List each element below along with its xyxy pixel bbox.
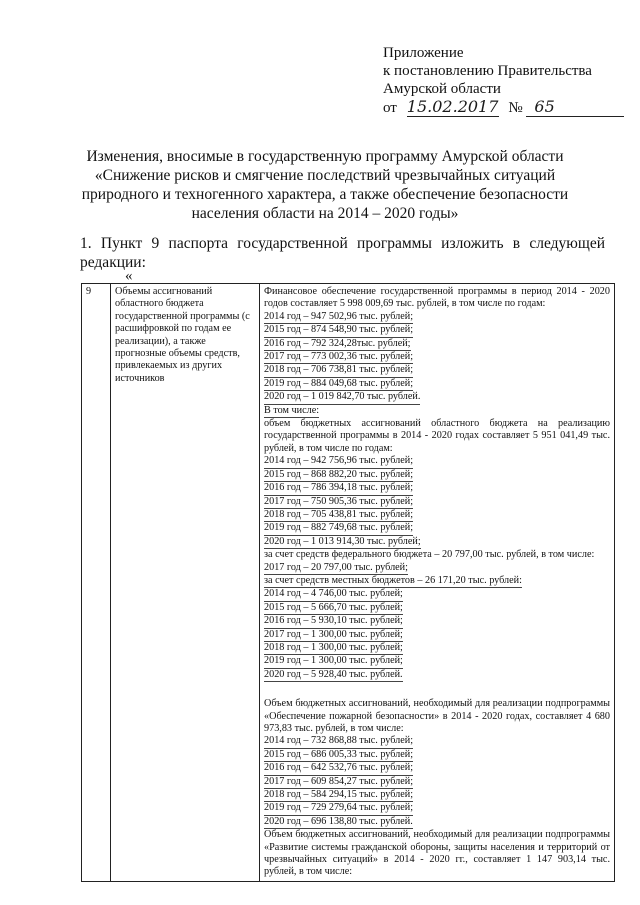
local-year-2016: 2016 год – 5 930,10 тыс. рублей; xyxy=(264,615,403,628)
total-year-2015: 2015 год – 874 548,90 тыс. рублей; xyxy=(264,324,413,337)
fire-year-2019: 2019 год – 729 279,64 тыс. рублей; xyxy=(264,802,413,815)
including-label: В том числе: xyxy=(264,405,319,418)
total-year-2018: 2018 год – 706 738,81 тыс. рублей; xyxy=(264,364,413,377)
opening-quote: « xyxy=(125,268,133,284)
local-year-2020: 2020 год – 5 928,40 тыс. рублей. xyxy=(264,669,403,682)
total-year-2020: 2020 год – 1 019 842,70 тыс. рублей. xyxy=(264,391,420,404)
intro-paragraph: 1. Пункт 9 паспорта государственной программы изложить в следующей редакции: xyxy=(80,235,605,271)
civil-defense-intro: Объем бюджетных ассигнований, необходимый для реализации подпрограммы «Развитие системы гражданской обороны, защиты населения и территорий от чрезвычайных ситуаций» в 2014 - 2020 гг., составляет 1 147 903,14 тыс. рублей, в том числе: xyxy=(264,829,610,878)
row-label: Объемы ассигнований областного бюджета государственной программы (с расшифровкой по годам ее реализации), а также прогнозные объемы средств, привлекаемых из других источников xyxy=(111,284,260,882)
date-handwritten: 15.02.2017 xyxy=(406,97,499,116)
local-year-2014: 2014 год – 4 746,00 тыс. рублей; xyxy=(264,588,403,601)
title-line-1: Изменения, вносимые в государственную программу Амурской области xyxy=(86,148,564,165)
document-title xyxy=(60,147,590,223)
row-number: 9 xyxy=(82,284,111,882)
title-line-3: природного и техногенного характера, а также обеспечение безопасности xyxy=(81,186,569,203)
number-handwritten: 65 xyxy=(526,98,624,117)
federal-intro: за счет средств федерального бюджета – 20 797,00 тыс. рублей, в том числе: xyxy=(264,549,595,561)
regional-year-2020: 2020 год – 1 013 914,30 тыс. рублей; xyxy=(264,536,421,549)
fire-year-2020: 2020 год – 696 138,80 тыс. рублей. xyxy=(264,816,413,829)
regional-intro: объем бюджетных ассигнований областного бюджета на реализацию государственной программы в 2014 - 2020 годах составляет 5 951 041,49 тыс. рублей, в том числе по годам: xyxy=(264,418,610,454)
local-year-2018: 2018 год – 1 300,00 тыс. рублей; xyxy=(264,642,403,655)
fire-intro: Объем бюджетных ассигнований, необходимый для реализации подпрограммы «Обеспечение пожарной безопасности» в 2014 - 2020 годах, составляет 4 680 973,83 тыс. рублей, в том числе: xyxy=(264,698,610,734)
regional-year-2016: 2016 год – 786 394,18 тыс. рублей; xyxy=(264,482,413,495)
regional-year-2019: 2019 год – 882 749,68 тыс. рублей; xyxy=(264,522,413,535)
fire-year-2016: 2016 год – 642 532,76 тыс. рублей; xyxy=(264,762,413,775)
appendix-line-1: Приложение xyxy=(383,45,464,61)
table-row xyxy=(82,284,615,882)
regional-year-2018: 2018 год – 705 438,81 тыс. рублей; xyxy=(264,509,413,522)
section-gap xyxy=(264,682,610,698)
appendix-date-line xyxy=(383,98,624,117)
federal-year-2017: 2017 год – 20 797,00 тыс. рублей; xyxy=(264,562,408,575)
date-prefix: от xyxy=(383,100,397,116)
title-line-4: населения области на 2014 – 2020 годы» xyxy=(191,205,459,222)
fire-year-2018: 2018 год – 584 294,15 тыс. рублей; xyxy=(264,789,413,802)
fire-year-2017: 2017 год – 609 854,27 тыс. рублей; xyxy=(264,776,413,789)
local-year-2015: 2015 год – 5 666,70 тыс. рублей; xyxy=(264,602,403,615)
total-year-2014: 2014 год – 947 502,96 тыс. рублей; xyxy=(264,311,413,324)
title-line-2: «Снижение рисков и смягчение последствий чрезвычайных ситуаций xyxy=(94,167,556,184)
appendix-line-3: Амурской области xyxy=(383,81,501,97)
total-year-2016: 2016 год – 792 324,28тыс. рублей; xyxy=(264,338,411,351)
number-prefix: № xyxy=(508,100,523,116)
total-intro: Финансовое обеспечение государственной программы в период 2014 - 2020 годов составляет 5 998 009,69 тыс. рублей, в том числе по годам: xyxy=(264,286,610,310)
total-year-2019: 2019 год – 884 049,68 тыс. рублей; xyxy=(264,378,413,391)
local-intro: за счет средств местных бюджетов – 26 171,20 тыс. рублей: xyxy=(264,575,522,588)
regional-year-2015: 2015 год – 868 882,20 тыс. рублей; xyxy=(264,469,413,482)
fire-year-2015: 2015 год – 686 005,33 тыс. рублей; xyxy=(264,749,413,762)
local-year-2019: 2019 год – 1 300,00 тыс. рублей; xyxy=(264,655,403,668)
regional-year-2014: 2014 год – 942 756,96 тыс. рублей; xyxy=(264,455,413,468)
local-year-2017: 2017 год – 1 300,00 тыс. рублей; xyxy=(264,629,403,642)
passport-table xyxy=(81,283,615,882)
appendix-line-2: к постановлению Правительства xyxy=(383,63,592,79)
total-year-2017: 2017 год – 773 002,36 тыс. рублей; xyxy=(264,351,413,364)
regional-year-2017: 2017 год – 750 905,36 тыс. рублей; xyxy=(264,496,413,509)
row-content xyxy=(260,284,615,882)
fire-year-2014: 2014 год – 732 868,88 тыс. рублей; xyxy=(264,735,413,748)
appendix-block xyxy=(383,44,624,117)
